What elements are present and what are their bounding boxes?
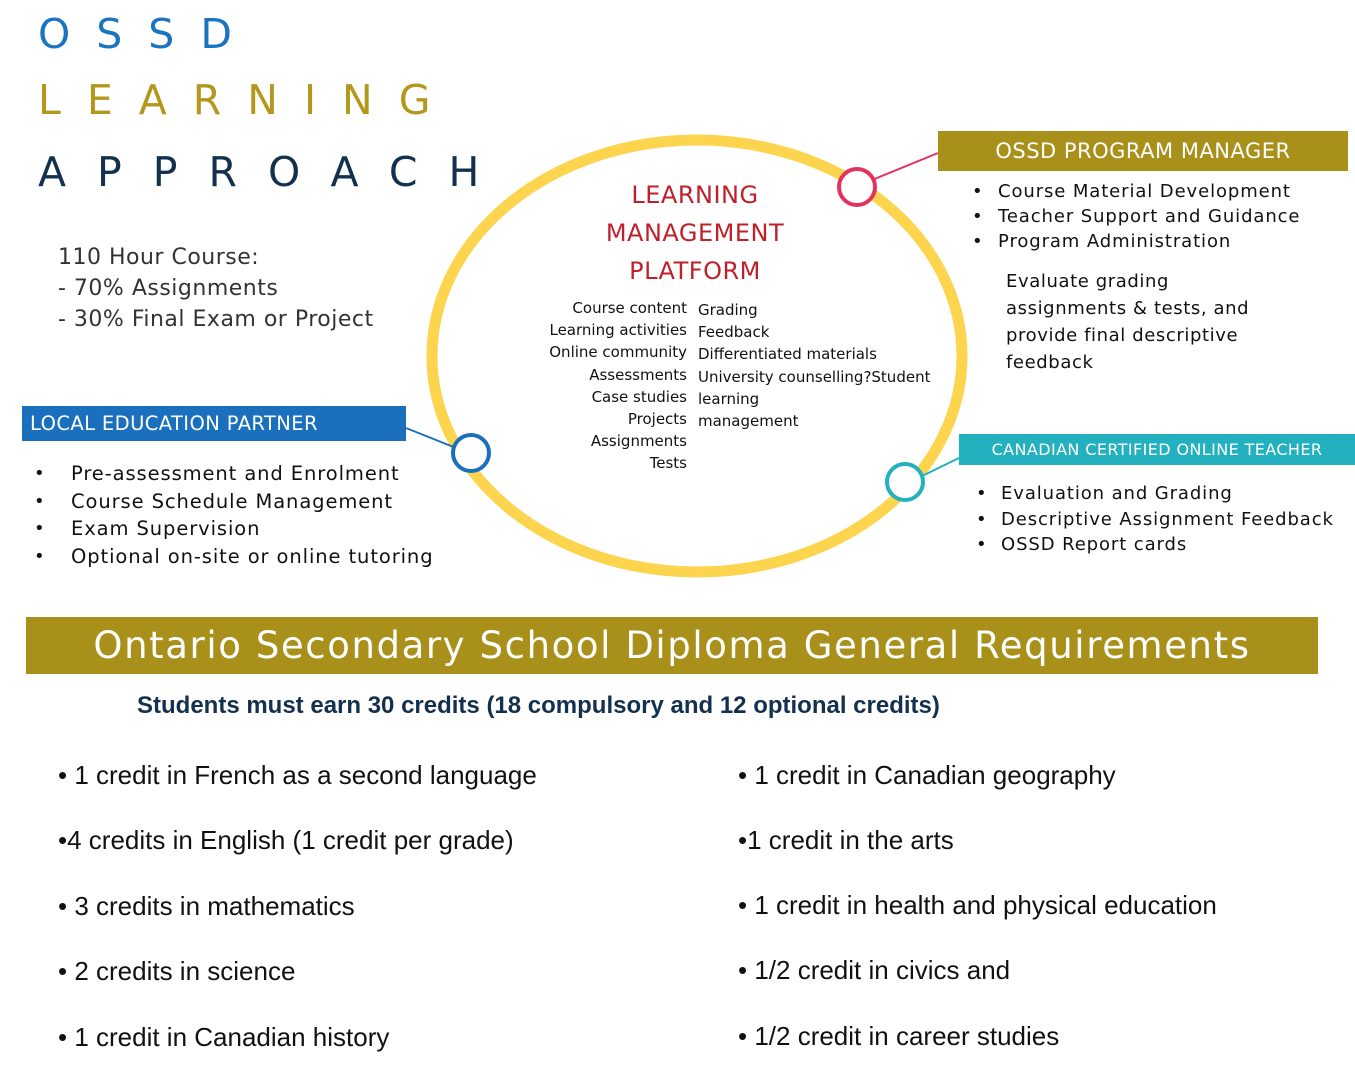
ccot-node-icon xyxy=(887,464,923,500)
platform-feature: Tests xyxy=(649,454,687,473)
requirement-item: • 3 credits in mathematics xyxy=(58,891,355,921)
teacher-banner: CANADIAN CERTIFIED ONLINE TEACHER xyxy=(959,434,1355,465)
bullet-icon: • xyxy=(976,483,988,504)
requirements-header: Ontario Secondary School Diploma General Requirements xyxy=(26,617,1318,674)
platform-feature: Case studies xyxy=(591,387,687,406)
platform-feature: learning xyxy=(698,389,760,408)
platform-feature: Assessments xyxy=(589,365,687,384)
program-manager-list xyxy=(972,179,1300,254)
note-line: feedback xyxy=(1006,352,1094,373)
platform-title-line: LEARNING xyxy=(631,181,759,209)
platform-feature: Assignments xyxy=(590,432,687,451)
requirement-item: •1 credit in the arts xyxy=(738,825,954,855)
platform-feature: management xyxy=(698,412,799,431)
platform-features-right xyxy=(698,299,963,432)
list-item: • Course Schedule Management xyxy=(34,488,433,516)
bullet-icon: • xyxy=(972,206,984,227)
bullet-icon: • xyxy=(34,545,46,567)
title-ossd: OSSD xyxy=(38,10,258,58)
list-item: • OSSD Report cards xyxy=(976,532,1334,558)
list-item: • Exam Supervision xyxy=(34,515,433,543)
local-partner-banner: LOCAL EDUCATION PARTNER xyxy=(22,406,406,441)
platform-feature: Projects xyxy=(627,410,687,429)
bullet-icon: • xyxy=(976,534,988,555)
teacher-list xyxy=(976,481,1334,558)
note-line: assignments & tests, and xyxy=(1006,298,1250,319)
requirement-item: • 2 credits in science xyxy=(58,956,296,986)
list-item: • Program Administration xyxy=(972,231,1232,252)
bullet-icon: • xyxy=(972,181,984,202)
course-item: - 30% Final Exam or Project xyxy=(58,307,374,332)
requirement-item: • 1 credit in Canadian geography xyxy=(738,760,1116,790)
list-item: • Descriptive Assignment Feedback xyxy=(976,507,1334,533)
list-item: • Evaluation and Grading xyxy=(976,481,1334,507)
local-partner-list xyxy=(34,460,433,570)
program-manager-note xyxy=(1006,268,1306,376)
bullet-icon: • xyxy=(34,518,46,539)
program-manager-banner: OSSD PROGRAM MANAGER xyxy=(938,131,1348,171)
bullet-icon: • xyxy=(34,463,46,484)
course-heading: 110 Hour Course: xyxy=(58,245,260,270)
platform-title-line: MANAGEMENT xyxy=(605,219,785,247)
title-approach: APPROACH xyxy=(38,148,511,196)
platform-title xyxy=(520,176,870,290)
list-item: • Course Material Development xyxy=(972,181,1291,202)
platform-feature: Differentiated materials xyxy=(698,345,877,364)
course-item: - 70% Assignments xyxy=(58,276,279,301)
requirement-item: • 1 credit in French as a second language xyxy=(58,760,537,790)
requirements-subtitle: Students must earn 30 credits (18 compulsory and 12 optional credits) xyxy=(137,692,940,719)
requirement-item: • 1 credit in health and physical education xyxy=(738,890,1217,920)
list-item: • Optional on-site or online tutoring xyxy=(34,543,433,571)
platform-feature: University counselling?Student xyxy=(698,367,931,386)
note-line: Evaluate grading xyxy=(1006,271,1170,292)
requirement-item: • 1 credit in Canadian history xyxy=(58,1022,390,1052)
platform-features-left xyxy=(480,297,687,475)
title-learning: LEARNING xyxy=(38,76,457,124)
bullet-icon: • xyxy=(972,231,984,252)
list-item: • Teacher Support and Guidance xyxy=(972,206,1301,227)
platform-feature: Course content xyxy=(572,299,687,317)
pm-connector xyxy=(872,153,938,180)
bullet-icon: • xyxy=(34,490,46,512)
note-line: provide final descriptive xyxy=(1006,325,1239,346)
platform-title-line: PLATFORM xyxy=(629,257,761,285)
requirement-item: • 1/2 credit in career studies xyxy=(738,1021,1060,1051)
platform-feature: Feedback xyxy=(698,323,770,342)
platform-feature: Learning activities xyxy=(549,321,687,340)
list-item: • Pre-assessment and Enrolment xyxy=(34,460,433,488)
requirement-item: •4 credits in English (1 credit per grade) xyxy=(58,825,514,855)
bullet-icon: • xyxy=(976,508,988,530)
platform-feature: Grading xyxy=(698,301,758,319)
requirement-item: • 1/2 credit in civics and xyxy=(738,955,1011,985)
platform-feature: Online community xyxy=(549,343,687,362)
